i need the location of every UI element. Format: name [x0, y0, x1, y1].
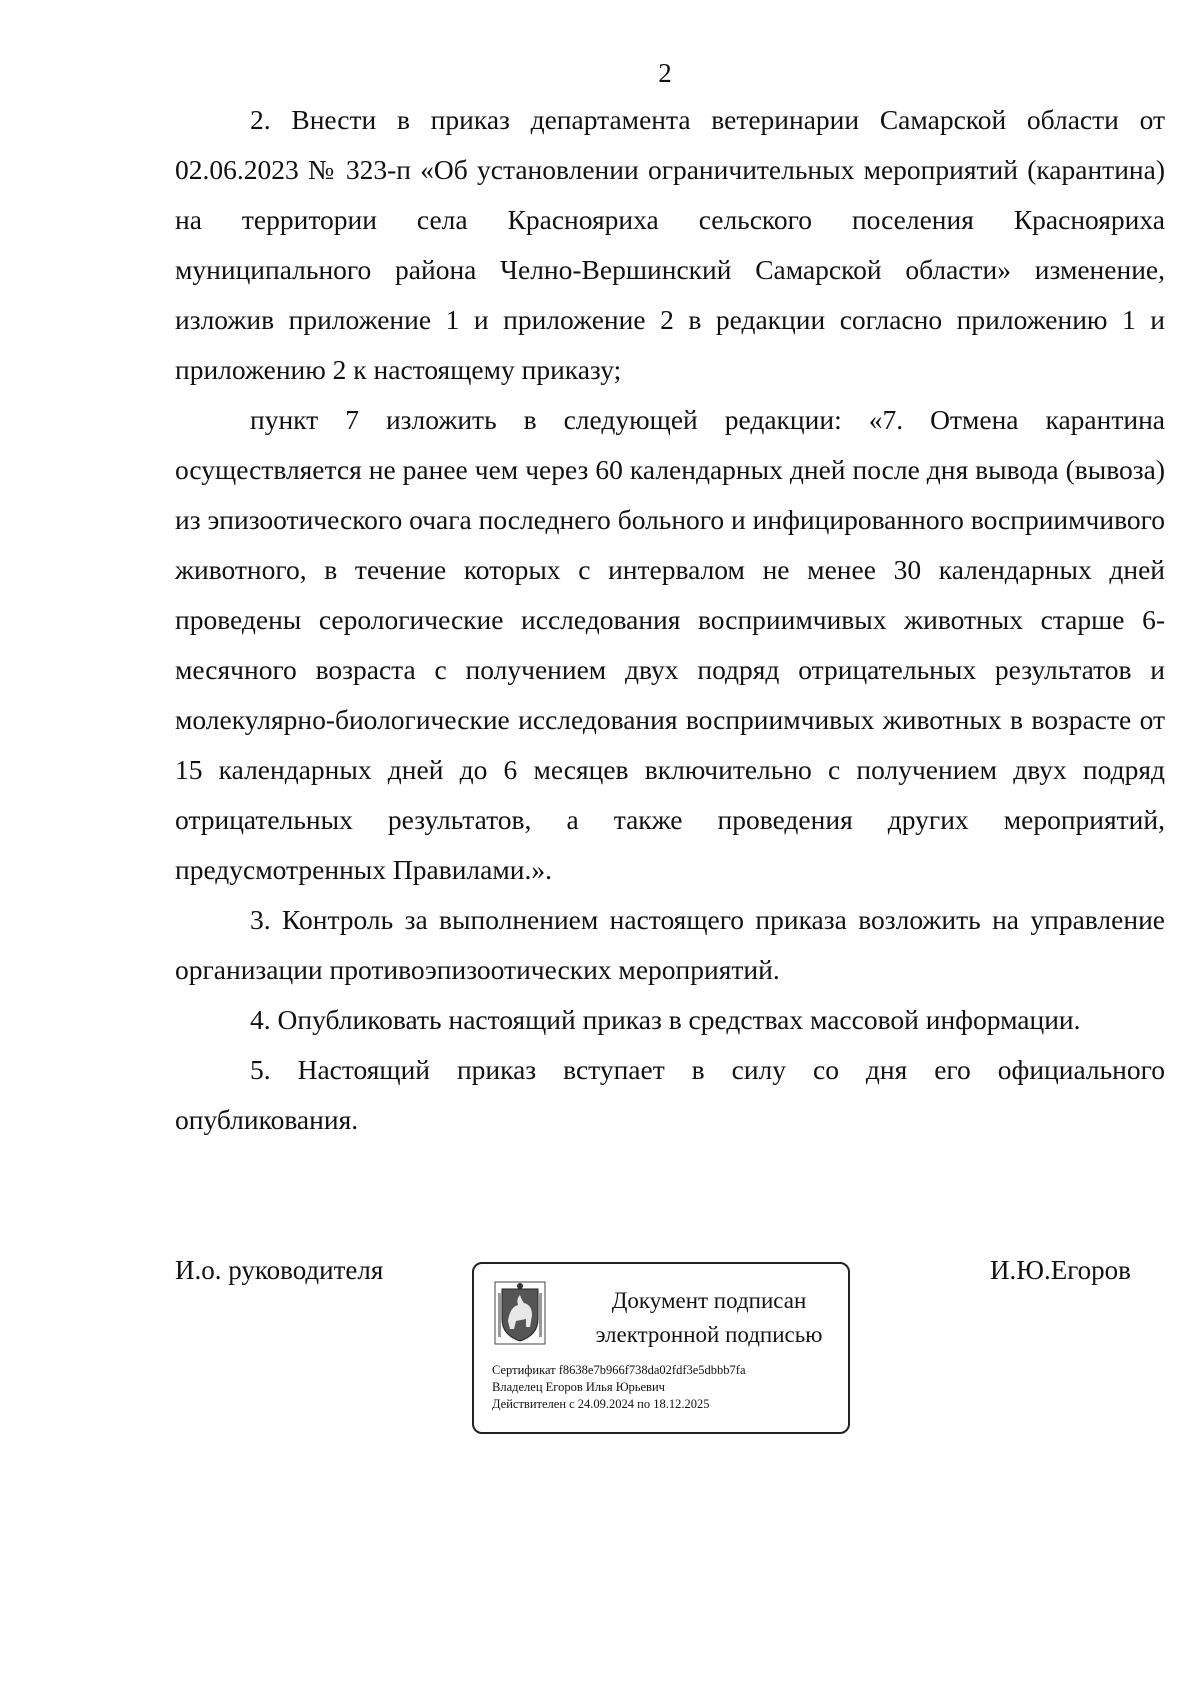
- stamp-certificate: Сертификат f8638e7b966f738da02fdf3e5dbbb7fa: [492, 1363, 746, 1377]
- stamp-title: [574, 1284, 844, 1352]
- coat-of-arms-icon: [494, 1281, 546, 1345]
- stamp-title-line-2: электронной подписью: [595, 1322, 823, 1347]
- paragraph-4: 4. Опубликовать настоящий приказ в средствах массовой информации.: [250, 1004, 1081, 1035]
- paragraph-5: 5. Настоящий приказ вступает в силу со дня его официального опубликования.: [175, 1054, 1165, 1135]
- stamp-title-line-1: Документ подписан: [611, 1288, 807, 1313]
- paragraph-3: 3. Контроль за выполнением настоящего приказа возложить на управление организации противоэпизоотических мероприятий.: [175, 904, 1165, 985]
- electronic-signature-stamp: [472, 1262, 850, 1434]
- paragraph-2: 2. Внести в приказ департамента ветеринарии Самарской области от 02.06.2023 № 323-п «Об установлении ограничительных мероприятий (карантина) на территории села Краснояриха сельского поселения Краснояриха муниципального района Челно-Вершинский Самарской области» изменение, изложив приложение 1 и приложение 2 в редакции согласно приложению 1 и приложению 2 к настоящему приказу;: [175, 104, 1165, 385]
- stamp-validity: Действителен с 24.09.2024 по 18.12.2025: [492, 1397, 710, 1411]
- document-body: [175, 95, 1165, 1145]
- paragraph-point-7: пункт 7 изложить в следующей редакции: «7. Отмена карантина осуществляется не ранее чем через 60 календарных дней после дня вывода (вывоза) из эпизоотического очага последнего больного и инфицированного восприимчивого животного, в течение которых с интервалом не менее 30 календарных дней проведены серологические исследования восприимчивых животных старше 6-месячного возраста с получением двух подряд отрицательных результатов и молекулярно-биологические исследования восприимчивых животных в возрасте от 15 календарных дней до 6 месяцев включительно с получением двух подряд отрицательных результатов, а также проведения других мероприятий, предусмотренных Правилами.».: [175, 404, 1165, 885]
- stamp-details: [492, 1362, 746, 1413]
- stamp-owner: Владелец Егоров Илья Юрьевич: [492, 1380, 665, 1394]
- signer-position: И.о. руководителя: [175, 1255, 384, 1285]
- signer-name: И.Ю.Егоров: [990, 1255, 1131, 1285]
- page-number: 2: [658, 58, 672, 88]
